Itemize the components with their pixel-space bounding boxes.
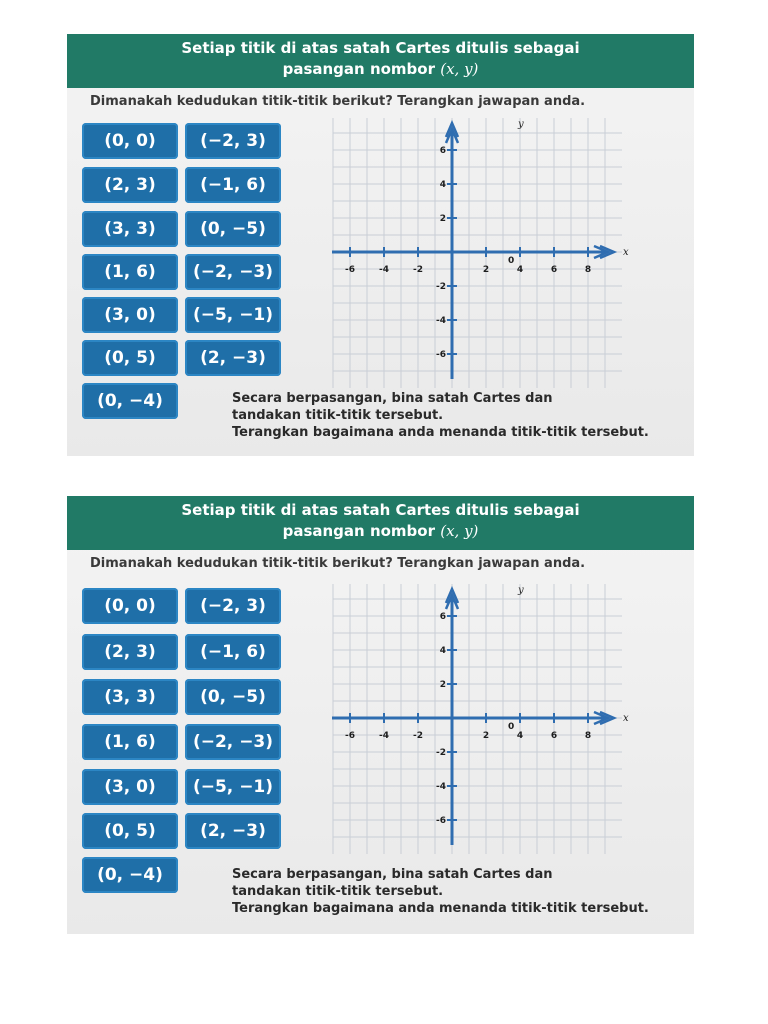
header-line-2 — [67, 59, 694, 80]
axes — [332, 123, 614, 379]
point-box: (2, −3) — [185, 813, 281, 849]
x-tick-label: 6 — [550, 265, 558, 275]
point-box: (0, 5) — [82, 813, 178, 849]
point-box: (0, 0) — [82, 588, 178, 624]
x-tick-label: -2 — [413, 731, 423, 741]
instruction-line: tandakan titik-titik tersebut. — [232, 408, 444, 423]
point-box: (0, −4) — [82, 383, 178, 419]
point-box: (−2, 3) — [185, 123, 281, 159]
y-axis-label: y — [518, 585, 524, 596]
y-tick-label: -2 — [436, 282, 446, 292]
point-box: (3, 3) — [82, 211, 178, 247]
x-tick-label: 4 — [516, 731, 524, 741]
x-tick-label: 8 — [584, 265, 592, 275]
origin-label: 0 — [508, 256, 515, 266]
point-box: (−2, 3) — [185, 588, 281, 624]
point-box: (−5, −1) — [185, 297, 281, 333]
header-line-2 — [67, 521, 694, 542]
point-box: (2, 3) — [82, 634, 178, 670]
header-line-2-vars: (x, y) — [440, 60, 479, 78]
axes — [332, 589, 614, 845]
x-tick-label: -4 — [379, 731, 389, 741]
instructions — [232, 390, 649, 441]
y-tick-label: 2 — [439, 214, 446, 224]
point-box: (3, 0) — [82, 297, 178, 333]
x-tick-label: -2 — [413, 265, 423, 275]
header-line-2-text: pasangan nombor — [282, 522, 441, 540]
slide-header — [67, 496, 694, 550]
y-tick-label: -4 — [436, 316, 446, 326]
x-tick-label: -6 — [345, 731, 355, 741]
point-box: (0, −5) — [185, 211, 281, 247]
x-tick-label: 2 — [482, 265, 490, 275]
x-tick-label: -6 — [345, 265, 355, 275]
slide-2 — [67, 496, 694, 934]
slide-1 — [67, 34, 694, 456]
point-box: (1, 6) — [82, 724, 178, 760]
x-tick-label: 6 — [550, 731, 558, 741]
point-box: (0, −4) — [82, 857, 178, 893]
y-tick-label: 6 — [439, 612, 446, 622]
y-axis-label: y — [518, 119, 524, 130]
y-tick-label: 4 — [439, 646, 446, 656]
question-text: Dimanakah kedudukan titik-titik berikut? Terangkan jawapan anda. — [90, 94, 586, 109]
instruction-line: Terangkan bagaimana anda menanda titik-titik tersebut. — [232, 901, 649, 916]
cartesian-plane — [330, 583, 630, 855]
point-box: (3, 3) — [82, 679, 178, 715]
question-text: Dimanakah kedudukan titik-titik berikut? Terangkan jawapan anda. — [90, 556, 586, 571]
origin-label: 0 — [508, 722, 515, 732]
point-box: (1, 6) — [82, 254, 178, 290]
y-tick-label: 2 — [439, 680, 446, 690]
x-tick-label: 8 — [584, 731, 592, 741]
cartesian-plane — [330, 117, 630, 389]
point-box: (−1, 6) — [185, 167, 281, 203]
instruction-line: Secara berpasangan, bina satah Cartes dan — [232, 867, 553, 882]
point-box: (−2, −3) — [185, 724, 281, 760]
instruction-line: Secara berpasangan, bina satah Cartes dan — [232, 391, 553, 406]
header-line-2-text: pasangan nombor — [282, 60, 441, 78]
y-tick-label: 4 — [439, 180, 446, 190]
x-tick-label: -4 — [379, 265, 389, 275]
point-box: (−1, 6) — [185, 634, 281, 670]
x-tick-label: 4 — [516, 265, 524, 275]
point-box: (0, −5) — [185, 679, 281, 715]
x-axis-label: x — [623, 713, 629, 724]
header-line-1: Setiap titik di atas satah Cartes ditulis sebagai — [181, 39, 580, 57]
point-box: (−2, −3) — [185, 254, 281, 290]
point-box: (−5, −1) — [185, 769, 281, 805]
x-axis-label: x — [623, 247, 629, 258]
point-box: (3, 0) — [82, 769, 178, 805]
instruction-line: tandakan titik-titik tersebut. — [232, 884, 444, 899]
slide-header — [67, 34, 694, 88]
y-tick-label: -6 — [436, 350, 446, 360]
y-tick-label: -6 — [436, 816, 446, 826]
point-box: (2, 3) — [82, 167, 178, 203]
y-tick-label: -4 — [436, 782, 446, 792]
header-line-2-vars: (x, y) — [440, 522, 479, 540]
instruction-line: Terangkan bagaimana anda menanda titik-titik tersebut. — [232, 425, 649, 440]
x-tick-label: 2 — [482, 731, 490, 741]
point-box: (0, 5) — [82, 340, 178, 376]
point-box: (2, −3) — [185, 340, 281, 376]
instructions — [232, 866, 649, 917]
point-box: (0, 0) — [82, 123, 178, 159]
y-tick-label: -2 — [436, 748, 446, 758]
y-tick-label: 6 — [439, 146, 446, 156]
header-line-1: Setiap titik di atas satah Cartes ditulis sebagai — [181, 501, 580, 519]
